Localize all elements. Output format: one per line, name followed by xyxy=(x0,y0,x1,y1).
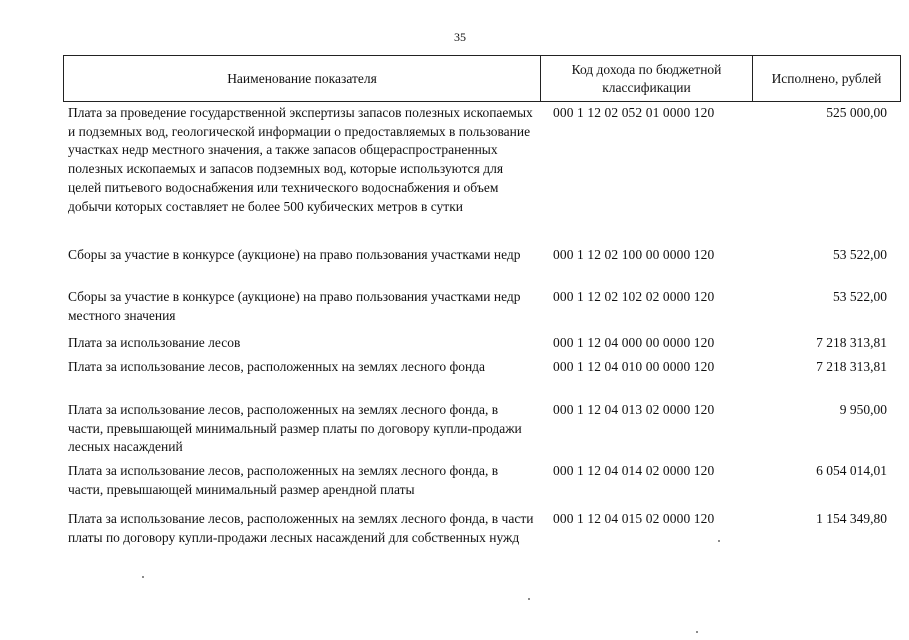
scan-speck xyxy=(696,631,698,633)
row-amount: 9 950,00 xyxy=(839,402,887,417)
row-code: 000 1 12 04 014 02 0000 120 xyxy=(553,463,715,478)
row-code: 000 1 12 02 052 01 0000 120 xyxy=(553,105,715,120)
row-amount: 1 154 349,80 xyxy=(816,511,887,526)
header-name: Наименование показателя xyxy=(64,56,541,101)
row-name: Сборы за участие в конкурсе (аукционе) на право пользования участками недр xyxy=(68,247,521,262)
row-code: 000 1 12 04 010 00 0000 120 xyxy=(553,359,715,374)
row-name: Плата за использование лесов, расположенных на землях лесного фонда, в части, превышающей минимальный размер арендной платы xyxy=(68,463,499,497)
header-code: Код дохода по бюджетной классификации xyxy=(541,56,753,101)
scan-speck xyxy=(142,576,144,578)
page-number: 35 xyxy=(454,30,466,44)
row-code: 000 1 12 04 015 02 0000 120 xyxy=(553,511,715,526)
row-name: Плата за проведение государственной экспертизы запасов полезных ископаемых и подземных вод, геологической информации о предоставляемых в пользование участках недр местного значения, а также запасов общераспространенных полезных ископаемых и запасов подземных вод, которые используются для целей питьевого водоснабжения или технического водоснабжения и объем добычи которых составляет не более 500 кубических метров в сутки xyxy=(68,105,533,214)
row-name: Плата за использование лесов xyxy=(68,335,241,350)
row-name: Плата за использование лесов, расположенных на землях лесного фонда, в части, превышающей минимальный размер платы по договору купли-продажи лесных насаждений xyxy=(68,402,522,455)
row-code: 000 1 12 02 102 02 0000 120 xyxy=(553,289,715,304)
table-header xyxy=(63,55,901,102)
row-code: 000 1 12 04 000 00 0000 120 xyxy=(553,335,715,350)
row-name: Плата за использование лесов, расположенных на землях лесного фонда xyxy=(68,359,486,374)
row-code: 000 1 12 04 013 02 0000 120 xyxy=(553,402,715,417)
header-amount: Исполнено, рублей xyxy=(771,70,882,86)
row-name: Плата за использование лесов, расположенных на землях лесного фонда, в части платы по договору купли-продажи лесных насаждений для собственных нужд xyxy=(68,511,534,545)
scan-speck xyxy=(528,598,530,600)
row-amount: 7 218 313,81 xyxy=(816,335,887,350)
row-amount: 7 218 313,81 xyxy=(816,359,887,374)
row-amount: 53 522,00 xyxy=(833,247,887,262)
row-amount: 6 054 014,01 xyxy=(816,463,887,478)
row-name: Сборы за участие в конкурсе (аукционе) на право пользования участками недр местного значения xyxy=(68,289,521,323)
row-code: 000 1 12 02 100 00 0000 120 xyxy=(553,247,715,262)
scan-speck xyxy=(718,540,720,542)
row-amount: 53 522,00 xyxy=(833,289,887,304)
row-amount: 525 000,00 xyxy=(826,105,887,120)
